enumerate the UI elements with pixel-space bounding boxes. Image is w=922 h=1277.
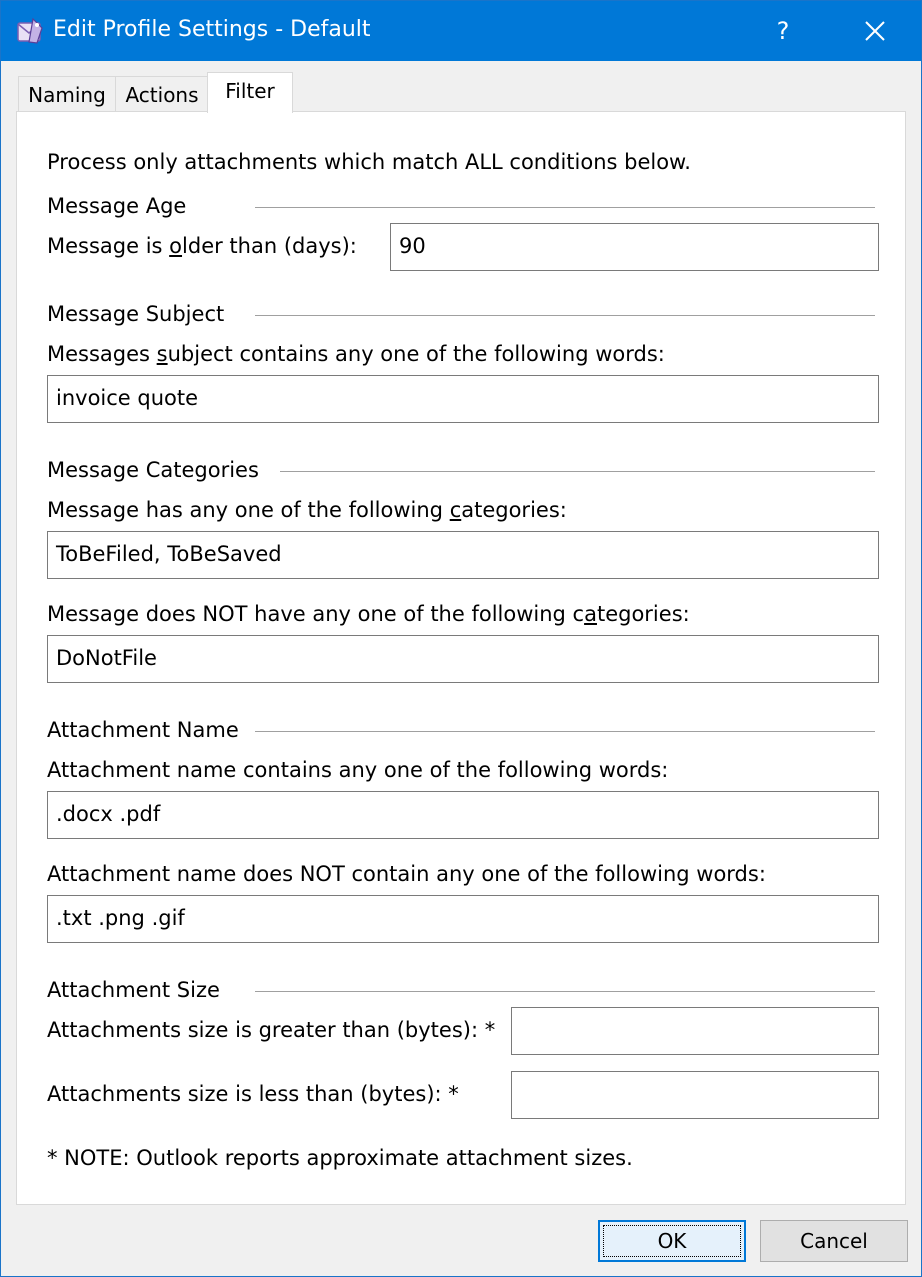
- section-divider: [255, 207, 875, 208]
- subject-contains-label: Messages subject contains any one of the following words:: [47, 342, 665, 366]
- help-button[interactable]: ?: [776, 17, 790, 45]
- older-than-label: Message is older than (days):: [47, 234, 357, 258]
- close-icon: [864, 20, 886, 42]
- cancel-button[interactable]: Cancel: [760, 1220, 908, 1262]
- section-heading-message-subject: Message Subject: [47, 302, 225, 326]
- attachment-name-contains-input[interactable]: .docx .pdf: [47, 791, 879, 839]
- intro-text: Process only attachments which match ALL conditions below.: [47, 150, 691, 174]
- section-divider: [255, 315, 875, 316]
- categories-has-input[interactable]: ToBeFiled, ToBeSaved: [47, 531, 879, 579]
- tab-naming[interactable]: Naming: [18, 76, 116, 112]
- tab-actions[interactable]: Actions: [115, 76, 209, 112]
- size-greater-input[interactable]: [511, 1007, 879, 1055]
- size-less-label: Attachments size is less than (bytes): *: [47, 1082, 459, 1106]
- attachment-name-not-input[interactable]: .txt .png .gif: [47, 895, 879, 943]
- section-heading-message-age: Message Age: [47, 194, 187, 218]
- size-greater-label: Attachments size is greater than (bytes): *: [47, 1018, 496, 1042]
- tab-filter[interactable]: Filter: [207, 72, 293, 113]
- section-heading-attachment-name: Attachment Name: [47, 718, 239, 742]
- older-than-days-input[interactable]: 90: [390, 223, 879, 271]
- size-note: * NOTE: Outlook reports approximate attachment sizes.: [47, 1146, 633, 1170]
- subject-words-input[interactable]: invoice quote: [47, 375, 879, 423]
- window-title: Edit Profile Settings - Default: [53, 17, 371, 42]
- categories-has-label: Message has any one of the following categories:: [47, 498, 567, 522]
- close-button[interactable]: [829, 1, 921, 61]
- section-heading-message-categories: Message Categories: [47, 458, 259, 482]
- categories-not-label: Message does NOT have any one of the following categories:: [47, 602, 690, 626]
- section-divider: [255, 991, 875, 992]
- filter-panel: [16, 111, 906, 1205]
- app-icon: [15, 15, 47, 47]
- title-bar[interactable]: [1, 1, 921, 61]
- categories-not-input[interactable]: DoNotFile: [47, 635, 879, 683]
- section-divider: [255, 731, 875, 732]
- size-less-input[interactable]: [511, 1071, 879, 1119]
- section-heading-attachment-size: Attachment Size: [47, 978, 220, 1002]
- attachment-name-not-label: Attachment name does NOT contain any one of the following words:: [47, 862, 766, 886]
- ok-button[interactable]: OK: [598, 1220, 746, 1262]
- attachment-name-contains-label: Attachment name contains any one of the following words:: [47, 758, 669, 782]
- section-divider: [280, 471, 875, 472]
